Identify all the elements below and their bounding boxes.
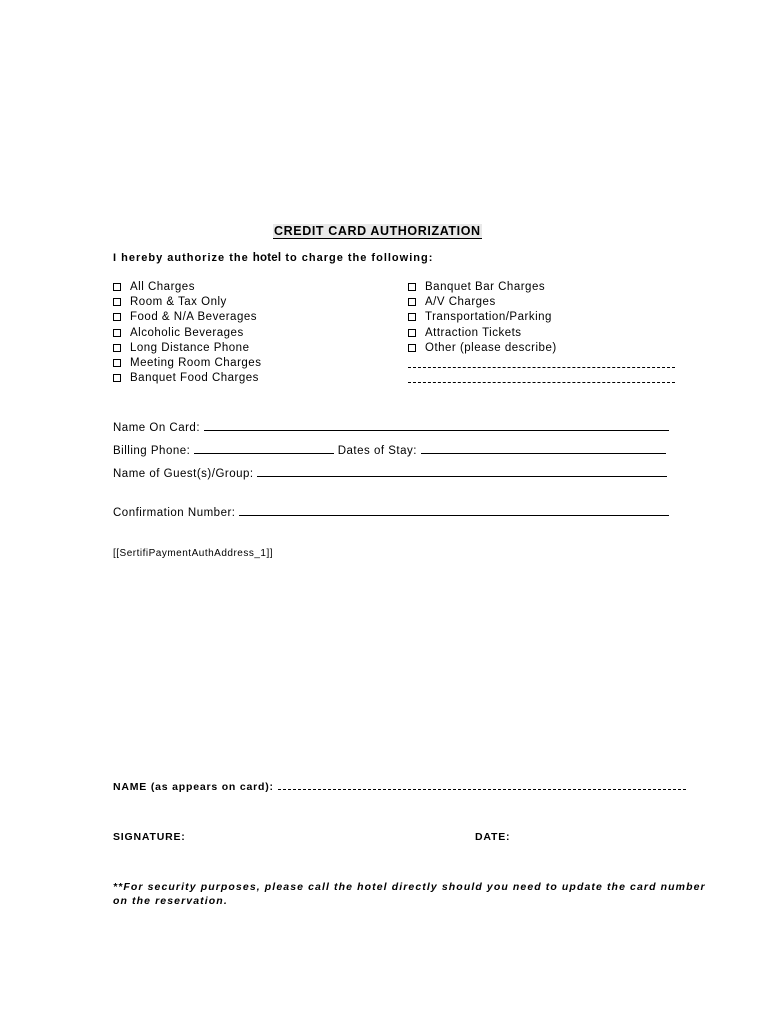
charge-option[interactable] bbox=[408, 310, 557, 325]
charge-option[interactable] bbox=[408, 341, 557, 356]
charge-option[interactable] bbox=[113, 295, 261, 310]
billing-phone-row bbox=[113, 444, 666, 457]
checkbox[interactable] bbox=[408, 283, 416, 291]
charge-label: Banquet Food Charges bbox=[130, 372, 259, 385]
charge-option[interactable] bbox=[113, 356, 261, 371]
checkbox[interactable] bbox=[113, 313, 121, 321]
charge-option[interactable] bbox=[113, 326, 261, 341]
charges-list-left bbox=[113, 280, 261, 386]
charge-label: Long Distance Phone bbox=[130, 341, 250, 354]
checkbox[interactable] bbox=[113, 329, 121, 337]
checkbox[interactable] bbox=[408, 344, 416, 352]
authorization-statement bbox=[113, 252, 433, 264]
checkbox[interactable] bbox=[408, 313, 416, 321]
dates-of-stay-input[interactable] bbox=[421, 444, 666, 454]
name-as-appears-row bbox=[113, 780, 686, 793]
charge-label: Other (please describe) bbox=[425, 341, 557, 354]
confirmation-number-field bbox=[113, 506, 669, 519]
guest-group-field bbox=[113, 467, 667, 480]
charge-label: Banquet Bar Charges bbox=[425, 281, 546, 293]
guest-group-label: Name of Guest(s)/Group: bbox=[113, 468, 254, 480]
confirmation-number-label: Confirmation Number: bbox=[113, 507, 236, 519]
charge-label: A/V Charges bbox=[425, 296, 496, 309]
authorization-prefix: I hereby authorize the bbox=[113, 252, 249, 264]
charge-label: Room & Tax Only bbox=[130, 296, 227, 309]
checkbox[interactable] bbox=[113, 283, 121, 291]
charge-label: Food & N/A Beverages bbox=[130, 311, 257, 324]
checkbox[interactable] bbox=[113, 344, 121, 352]
charge-option[interactable] bbox=[408, 326, 557, 341]
other-description-line-2[interactable] bbox=[408, 382, 675, 383]
billing-phone-label: Billing Phone: bbox=[113, 445, 191, 457]
checkbox[interactable] bbox=[113, 298, 121, 306]
security-note bbox=[113, 881, 706, 908]
charge-label: Transportation/Parking bbox=[425, 311, 552, 324]
billing-phone-input[interactable] bbox=[194, 444, 334, 454]
charge-option[interactable] bbox=[113, 310, 261, 325]
charge-label: Meeting Room Charges bbox=[130, 356, 262, 369]
security-note-line-2: on the reservation. bbox=[113, 894, 228, 907]
checkbox[interactable] bbox=[408, 298, 416, 306]
date-label: DATE: bbox=[475, 831, 511, 843]
charge-option[interactable] bbox=[408, 295, 557, 310]
checkbox[interactable] bbox=[113, 374, 121, 382]
charge-option[interactable] bbox=[113, 280, 261, 295]
checkbox[interactable] bbox=[113, 359, 121, 367]
security-note-line-1: **For security purposes, please call the hotel directly should you need to update the card number bbox=[113, 881, 706, 893]
name-as-appears-input[interactable] bbox=[278, 780, 686, 790]
name-on-card-input[interactable] bbox=[204, 421, 669, 431]
dates-of-stay-label: Dates of Stay: bbox=[337, 445, 417, 457]
charges-list-right bbox=[408, 280, 557, 356]
charge-label: Attraction Tickets bbox=[425, 326, 522, 339]
address-placeholder: [[SertifiPaymentAuthAddress_1]] bbox=[113, 548, 274, 559]
name-as-appears-label: NAME (as appears on card): bbox=[113, 781, 274, 793]
charge-option[interactable] bbox=[408, 280, 557, 295]
guest-group-input[interactable] bbox=[257, 467, 667, 477]
checkbox[interactable] bbox=[408, 329, 416, 337]
charge-label: Alcoholic Beverages bbox=[130, 326, 244, 339]
confirmation-number-input[interactable] bbox=[239, 506, 669, 516]
name-on-card-label: Name On Card: bbox=[113, 422, 201, 434]
authorization-suffix: to charge the following: bbox=[285, 252, 434, 264]
charge-label: All Charges bbox=[130, 281, 195, 293]
name-on-card-field bbox=[113, 421, 669, 434]
authorization-hotel: hotel bbox=[252, 252, 282, 264]
charge-option[interactable] bbox=[113, 341, 261, 356]
form-title: CREDIT CARD AUTHORIZATION bbox=[274, 224, 481, 238]
signature-label: SIGNATURE: bbox=[113, 831, 186, 843]
charge-option[interactable] bbox=[113, 371, 261, 386]
other-description-line-1[interactable] bbox=[408, 367, 675, 368]
